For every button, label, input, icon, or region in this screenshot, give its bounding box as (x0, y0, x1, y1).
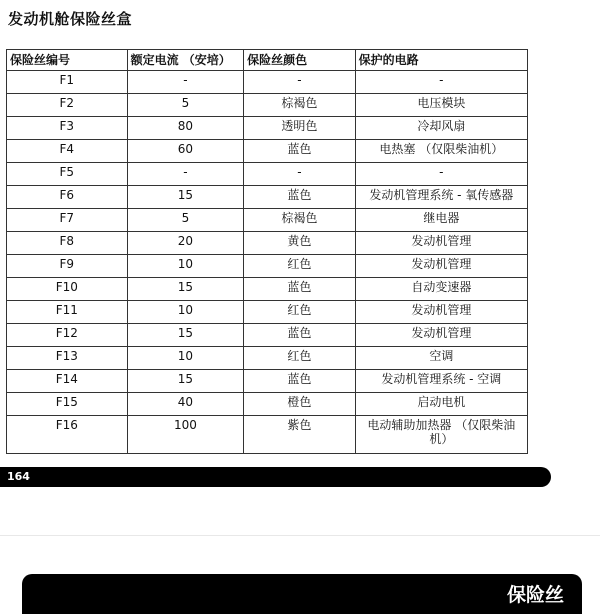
fuse-number-cell: F12 (7, 324, 128, 347)
fuse-number-cell: F1 (7, 71, 128, 94)
fuse-number-cell: F4 (7, 140, 128, 163)
fuse-table (6, 49, 528, 454)
page-divider (0, 535, 600, 536)
color-cell: 红色 (244, 347, 355, 370)
header-fuse-number: 保险丝编号 (7, 50, 128, 71)
color-cell: 蓝色 (244, 278, 355, 301)
fuse-number-cell: F8 (7, 232, 128, 255)
table-row (7, 416, 528, 454)
current-cell: 5 (127, 209, 244, 232)
circuit-cell: 电压模块 (355, 94, 527, 117)
circuit-cell: - (355, 163, 527, 186)
circuit-cell: 自动变速器 (355, 278, 527, 301)
table-row (7, 324, 528, 347)
table-row (7, 186, 528, 209)
current-cell: 15 (127, 370, 244, 393)
next-section-header (22, 574, 582, 614)
table-row (7, 140, 528, 163)
table-row (7, 94, 528, 117)
fuse-number-cell: F3 (7, 117, 128, 140)
circuit-cell: 发动机管理 (355, 324, 527, 347)
fuse-number-cell: F2 (7, 94, 128, 117)
current-cell: 40 (127, 393, 244, 416)
color-cell: 红色 (244, 301, 355, 324)
fuse-number-cell: F11 (7, 301, 128, 324)
current-cell: - (127, 71, 244, 94)
circuit-cell: 冷却风扇 (355, 117, 527, 140)
fuse-number-cell: F10 (7, 278, 128, 301)
fuse-number-cell: F7 (7, 209, 128, 232)
table-row (7, 370, 528, 393)
circuit-cell: 发动机管理系统 - 空调 (355, 370, 527, 393)
table-body (7, 71, 528, 454)
color-cell: 蓝色 (244, 370, 355, 393)
table-row (7, 347, 528, 370)
color-cell: 透明色 (244, 117, 355, 140)
circuit-cell: 发动机管理 (355, 232, 527, 255)
current-cell: 5 (127, 94, 244, 117)
fuse-number-cell: F14 (7, 370, 128, 393)
table-row (7, 209, 528, 232)
color-cell: 紫色 (244, 416, 355, 454)
header-protected-circuit: 保护的电路 (355, 50, 527, 71)
color-cell: 橙色 (244, 393, 355, 416)
current-cell: - (127, 163, 244, 186)
current-cell: 10 (127, 255, 244, 278)
fuse-number-cell: F6 (7, 186, 128, 209)
circuit-cell: 发动机管理 (355, 301, 527, 324)
next-section-title: 保险丝 (506, 584, 564, 606)
current-cell: 60 (127, 140, 244, 163)
current-cell: 10 (127, 347, 244, 370)
page-number: 164 (7, 470, 30, 483)
current-cell: 15 (127, 324, 244, 347)
fuse-number-cell: F5 (7, 163, 128, 186)
circuit-cell: 空调 (355, 347, 527, 370)
color-cell: 红色 (244, 255, 355, 278)
fuse-number-cell: F15 (7, 393, 128, 416)
table-row (7, 393, 528, 416)
table-row (7, 71, 528, 94)
circuit-cell: 发动机管理系统 - 氧传感器 (355, 186, 527, 209)
footer-bar (0, 467, 551, 487)
color-cell: 黄色 (244, 232, 355, 255)
color-cell: - (244, 71, 355, 94)
header-fuse-color: 保险丝颜色 (244, 50, 355, 71)
table-header-row (7, 50, 528, 71)
fuse-number-cell: F13 (7, 347, 128, 370)
color-cell: 蓝色 (244, 186, 355, 209)
circuit-cell: 启动电机 (355, 393, 527, 416)
table-row (7, 255, 528, 278)
header-rated-current: 额定电流 （安培） (127, 50, 244, 71)
fuse-number-cell: F16 (7, 416, 128, 454)
circuit-cell: - (355, 71, 527, 94)
table-row (7, 232, 528, 255)
color-cell: 蓝色 (244, 324, 355, 347)
circuit-cell: 电热塞 （仅限柴油机） (355, 140, 527, 163)
color-cell: 棕褐色 (244, 209, 355, 232)
circuit-cell: 继电器 (355, 209, 527, 232)
circuit-cell: 电动辅助加热器 （仅限柴油机） (355, 416, 527, 454)
current-cell: 15 (127, 278, 244, 301)
color-cell: 蓝色 (244, 140, 355, 163)
current-cell: 15 (127, 186, 244, 209)
color-cell: - (244, 163, 355, 186)
table-row (7, 163, 528, 186)
current-cell: 20 (127, 232, 244, 255)
circuit-cell: 发动机管理 (355, 255, 527, 278)
current-cell: 100 (127, 416, 244, 454)
page-title: 发动机舱保险丝盒 (8, 10, 133, 28)
fuse-number-cell: F9 (7, 255, 128, 278)
table-row (7, 117, 528, 140)
color-cell: 棕褐色 (244, 94, 355, 117)
current-cell: 10 (127, 301, 244, 324)
table-row (7, 301, 528, 324)
table-row (7, 278, 528, 301)
current-cell: 80 (127, 117, 244, 140)
